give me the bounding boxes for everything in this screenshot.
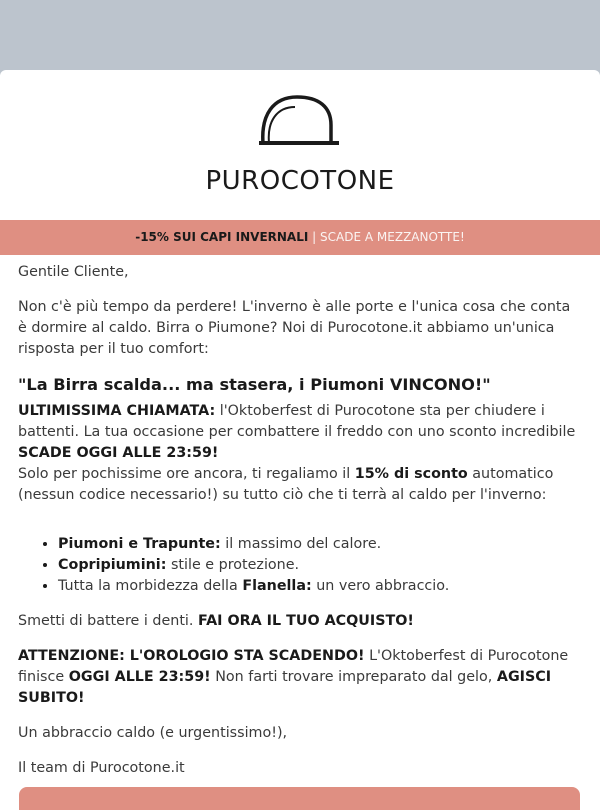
signoff: Un abbraccio caldo (e urgentissimo!), bbox=[18, 725, 288, 741]
cta-pre: Smetti di battere i denti. bbox=[18, 613, 194, 629]
alert-paragraph bbox=[18, 646, 582, 709]
promo-banner[interactable] bbox=[0, 220, 600, 255]
banner-separator: | bbox=[312, 230, 317, 244]
call-label: ULTIMISSIMA CHIAMATA: bbox=[18, 403, 216, 419]
intro-paragraph: Non c'è più tempo da perdere! L'inverno è alle porte e l'unica cosa che conta è dormire al caldo. Birra o Piumone? Noi di Purocotone.it abbiamo un'unica risposta per il tuo comfort: bbox=[18, 299, 571, 357]
list-item bbox=[58, 534, 582, 555]
alert-action: AGISCI SUBITO! bbox=[18, 669, 552, 706]
list-item-text: un vero abbraccio. bbox=[316, 578, 450, 594]
list-item-bold: Copripiumini: bbox=[58, 557, 167, 573]
email-card bbox=[0, 70, 600, 810]
product-list bbox=[18, 534, 582, 597]
banner-deadline: SCADE A MEZZANOTTE! bbox=[320, 230, 465, 244]
call-text: l'Oktoberfest di Purocotone sta per chiudere i battenti. La tua occasione per combattere il freddo con uno sconto incredibile bbox=[18, 403, 576, 440]
headline: "La Birra scalda... ma stasera, i Piumoni VINCONO!" bbox=[18, 375, 491, 394]
alert-text2: Non farti trovare impreparato dal gelo, bbox=[215, 669, 493, 685]
cta-paragraph bbox=[18, 611, 582, 632]
list-item-pre: Tutta la morbidezza della bbox=[58, 578, 238, 594]
purocotone-logo-icon bbox=[259, 95, 339, 155]
list-item-text: il massimo del calore. bbox=[225, 536, 382, 552]
offer-discount: 15% di sconto bbox=[354, 466, 468, 482]
alert-deadline: OGGI ALLE 23:59! bbox=[68, 669, 211, 685]
list-item bbox=[58, 555, 582, 576]
call-paragraph bbox=[18, 401, 582, 506]
email-body bbox=[0, 262, 600, 779]
list-item-bold: Piumoni e Trapunte: bbox=[58, 536, 221, 552]
offer-post: automatico (nessun codice necessario!) su tutto ciò che ti terrà al caldo per l'inverno: bbox=[18, 466, 554, 503]
brand-name: PUROCOTONE bbox=[205, 166, 395, 196]
greeting: Gentile Cliente, bbox=[18, 264, 129, 280]
team-signature: Il team di Purocotone.it bbox=[18, 760, 185, 776]
email-header bbox=[0, 70, 600, 220]
list-item-bold: Flanella: bbox=[242, 578, 312, 594]
cta-bold: FAI ORA IL TUO ACQUISTO! bbox=[197, 613, 414, 629]
call-deadline: SCADE OGGI ALLE 23:59! bbox=[18, 445, 219, 461]
alert-text: L'Oktoberfest di Purocotone finisce bbox=[18, 648, 569, 685]
alert-label: ATTENZIONE: L'OROLOGIO STA SCADENDO! bbox=[18, 648, 365, 664]
list-item-text: stile e protezione. bbox=[170, 557, 300, 573]
list-item bbox=[58, 576, 582, 597]
shop-now-button[interactable] bbox=[19, 787, 580, 810]
offer-pre: Solo per pochissime ore ancora, ti regaliamo il bbox=[18, 466, 351, 482]
banner-offer: -15% SUI CAPI INVERNALI bbox=[135, 230, 309, 244]
